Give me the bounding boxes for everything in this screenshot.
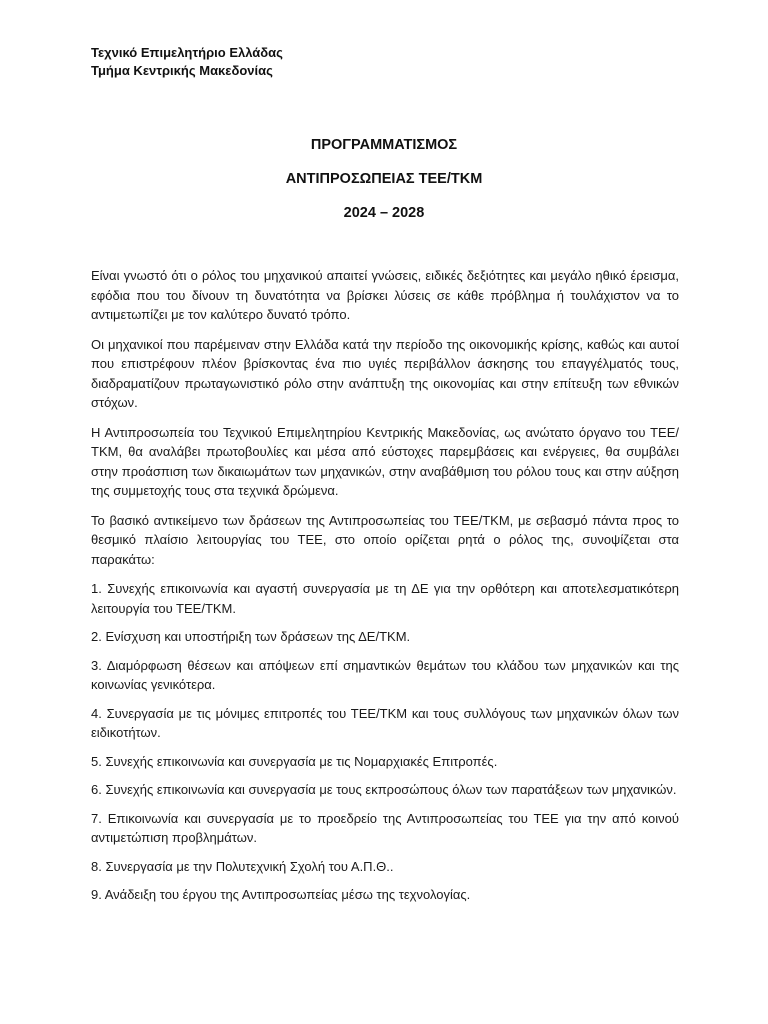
organization-header <box>91 44 283 80</box>
paragraph: Οι μηχανικοί που παρέμειναν στην Ελλάδα κατά την περίοδο της οικονομικής κρίσης, καθώς και αυτοί που επιστρέφουν πλέον βρίσκοντας ένα πιο υγιές περιβάλλον άσκησης του επαγγέλματός τους, διαδραματίζουν πρωταγωνιστικό ρόλο στην ανάπτυξη της οικονομίας και στην επίτευξη των εθνικών στόχων. <box>91 336 679 410</box>
list-item: 6. Συνεχής επικοινωνία και συνεργασία με τους εκπροσώπους όλων των παρατάξεων των μηχανικών. <box>91 782 677 797</box>
title-line-2: ΑΝΤΙΠΡΟΣΩΠΕΙΑΣ ΤΕΕ/ΤΚΜ <box>285 171 483 187</box>
list-item: 1. Συνεχής επικοινωνία και αγαστή συνεργασία με τη ΔΕ για την ορθότερη και αποτελεσματικότερη λειτουργία του ΤΕΕ/ΤΚΜ. <box>91 581 679 616</box>
list-item: 7. Επικοινωνία και συνεργασία με το προεδρείο της Αντιπροσωπείας του ΤΕΕ για την από κοινού αντιμετώπιση προβλημάτων. <box>91 810 679 845</box>
paragraph: Η Αντιπροσωπεία του Τεχνικού Επιμελητηρίου Κεντρικής Μακεδονίας, ως ανώτατο όργανο του ΤΕΕ/ΤΚΜ, θα αναλάβει πρωτοβουλίες και μέσα από εύστοχες παρεμβάσεις και ενέργειες, θα συμβάλει στην προάσπιση των δικαιωμάτων των μηχανικών, στην αναβάθμιση του ρόλου τους και στην αύξηση της συμμετοχής τους στα τεχνικά δρώμενα. <box>91 424 679 498</box>
list-item: 2. Ενίσχυση και υποστήριξη των δράσεων της ΔΕ/ΤΚΜ. <box>91 629 411 644</box>
list-item: 4. Συνεργασία με τις μόνιμες επιτροπές του ΤΕΕ/ΤΚΜ και τους συλλόγους των μηχανικών όλων των ειδικοτήτων. <box>91 705 679 740</box>
department-name: Τμήμα Κεντρικής Μακεδονίας <box>91 63 273 78</box>
document-title <box>0 128 768 230</box>
list-item: 9. Ανάδειξη του έργου της Αντιπροσωπείας μέσω της τεχνολογίας. <box>91 887 471 902</box>
document-body <box>91 266 679 914</box>
title-line-1: ΠΡΟΓΡΑΜΜΑΤΙΣΜΟΣ <box>310 137 458 153</box>
list-item: 3. Διαμόρφωση θέσεων και απόψεων επί σημαντικών θεμάτων του κλάδου των μηχανικών και της κοινωνίας γενικότερα. <box>91 657 679 692</box>
paragraph: Το βασικό αντικείμενο των δράσεων της Αντιπροσωπείας του ΤΕΕ/ΤΚΜ, με σεβασμό πάντα προς το θεσμικό πλαίσιο λειτουργίας του ΤΕΕ, στο οποίο ορίζεται ρητά ο ρόλος της, συνοψίζεται στα παρακάτω: <box>91 512 679 567</box>
title-years: 2024 – 2028 <box>343 205 425 221</box>
list-item: 5. Συνεχής επικοινωνία και συνεργασία με τις Νομαρχιακές Επιτροπές. <box>91 753 498 769</box>
organization-name: Τεχνικό Επιμελητήριο Ελλάδας <box>91 45 283 60</box>
paragraph: Είναι γνωστό ότι ο ρόλος του μηχανικού απαιτεί γνώσεις, ειδικές δεξιότητες και μεγάλο ηθικό έρεισμα, εφόδια που του δίνουν τη δυνατότητα να βρίσκει λύσεις σε κάθε πρόβλημα ή τουλάχιστον να το αντιμετωπίζει με τον καλύτερο δυνατό τρόπο. <box>91 268 679 322</box>
list-item: 8. Συνεργασία με την Πολυτεχνική Σχολή του Α.Π.Θ.. <box>91 858 394 874</box>
